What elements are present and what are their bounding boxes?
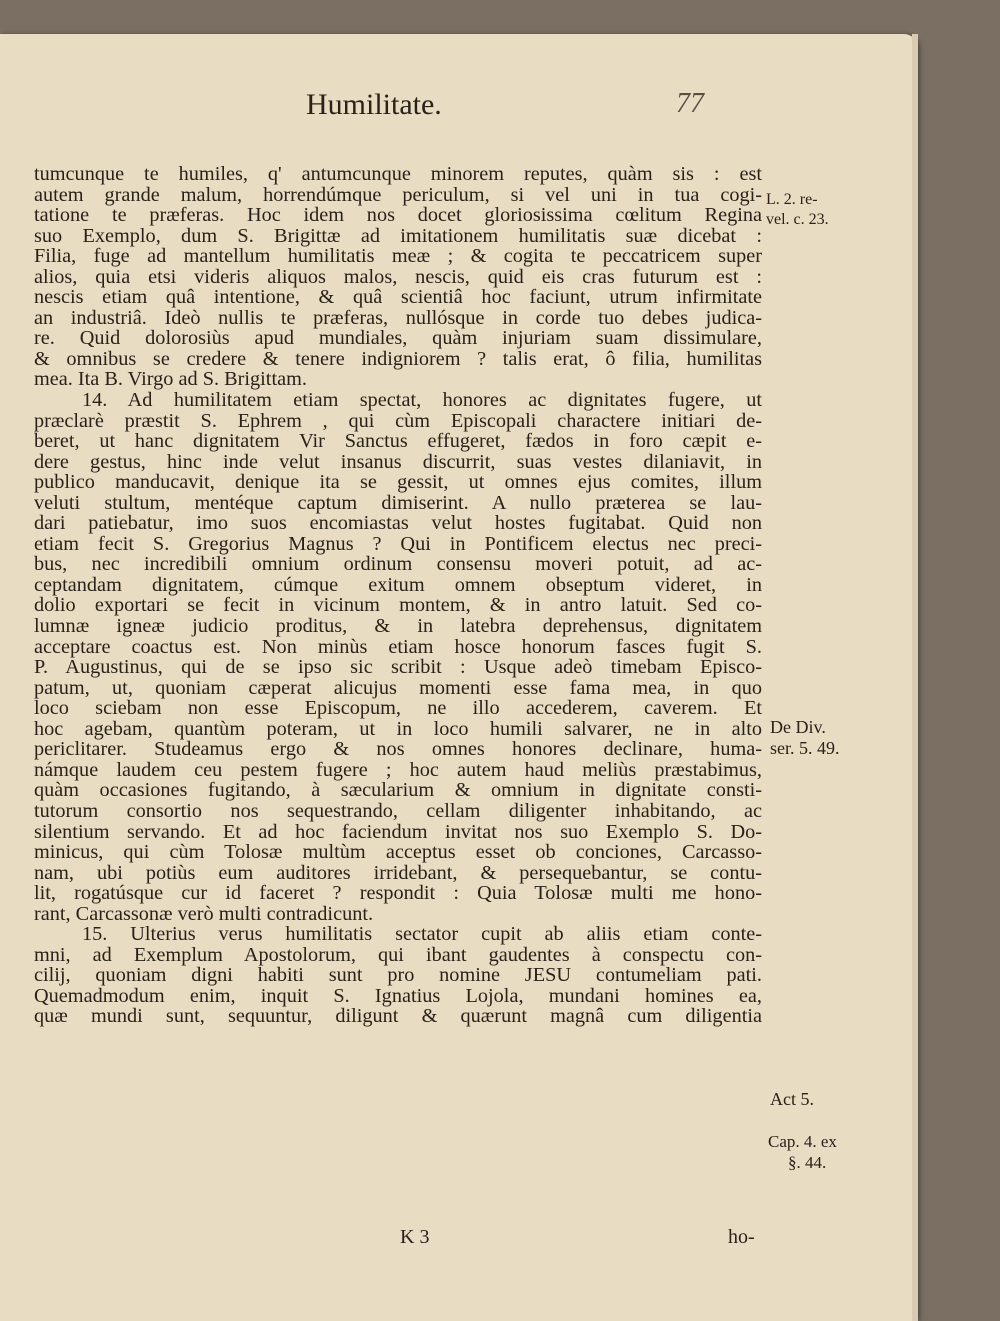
- margin-note-augustinus: [770, 717, 840, 759]
- text-line: alios, quia etsi videris aliquos malos, nescis, quid eis cras futurum est :: [34, 265, 762, 288]
- text-line: publico manducavit, denique ita se gessit, ut omnes ejus comites, illum: [34, 471, 762, 494]
- text-line: námque laudem ceu pestem fugere ; hoc autem haud meliùs præstabimus,: [34, 758, 762, 781]
- text-line: etiam fecit S. Gregorius Magnus ? Qui in Pontificem electus nec preci-: [34, 532, 762, 555]
- text-line: dari patiebatur, imo suos encomiastas velut hostes fugitabat. Quid non: [34, 512, 762, 535]
- margin-note-line: L. 2. re-: [766, 191, 818, 208]
- book-page: [0, 34, 918, 1321]
- text-line: suo Exemplo, dum S. Brigittæ ad imitationem humilitatis suæ dicebat :: [34, 224, 762, 247]
- text-line: mni, ad Exemplum Apostolorum, qui ibant gaudentes à conspectu con-: [34, 943, 762, 966]
- paragraph-start: 14. Ad humilitatem etiam spectat, honores ac dignitates fugere, ut: [82, 389, 762, 412]
- running-title: Humilitate.: [306, 88, 442, 121]
- page-number: 77: [676, 88, 704, 119]
- text-line: re. Quid dolorosiùs apud mundiales, quàm injuriam suam dissimulare,: [34, 327, 762, 350]
- margin-note-line: ser. 5. 49.: [770, 738, 840, 758]
- text-line: loco sciebam non esse Episcopum, ne illo accederem, caverem. Et: [34, 697, 762, 720]
- text-line: lit, rogatúsque cur id faceret ? respondit : Quia Tolosæ multi me hono-: [34, 882, 762, 905]
- margin-note-line: vel. c. 23.: [766, 211, 829, 228]
- margin-note-line: §. 44.: [788, 1153, 827, 1172]
- text-line: rant, Carcassonæ verò multi contradicunt.: [34, 902, 374, 925]
- text-line: acceptare coactus est. Non minùs etiam hosce honorum fasces fugit S.: [34, 635, 762, 658]
- text-line: lumnæ igneæ judicio proditus, & in latebra deprehensus, dignitatem: [34, 615, 762, 638]
- margin-note-brigitta: [766, 190, 829, 230]
- text-line: silentium servando. Et ad hoc faciendum invitat nos suo Exemplo S. Do-: [34, 820, 762, 843]
- text-line: beret, ut hanc dignitatem Vir Sanctus effugeret, fædos in foro cæpit e-: [34, 430, 762, 453]
- catchword: ho-: [728, 1226, 755, 1248]
- paragraph-start: 15. Ulterius verus humilitatis sectator cupit ab aliis etiam conte-: [82, 923, 762, 946]
- text-line: quàm occasiones fugitando, à sæcularium & omnium in dignitate consti-: [34, 779, 762, 802]
- text-line: hoc agebam, quantùm poteram, ut in loco humili salvarer, ne in alto: [34, 717, 762, 740]
- text-line: bus, nec incredibili omnium ordinum consensu moveri potuit, ad ac-: [34, 553, 762, 576]
- text-line: nam, ubi potiùs eum auditores irridebant, & persequebantur, se contu-: [34, 861, 762, 884]
- text-line: dere gestus, hinc inde velut insanus discurrit, suas vestes dilaniavit, in: [34, 450, 762, 473]
- text-line: patum, ut, quoniam cæperat alicujus momenti esse fama mea, in quo: [34, 676, 762, 699]
- text-line: periclitarer. Studeamus ergo & nos omnes honores declinare, huma-: [34, 738, 762, 761]
- margin-note-line: Cap. 4. ex: [768, 1132, 837, 1151]
- signature-mark: K 3: [400, 1226, 430, 1248]
- text-line: Quemadmodum enim, inquit S. Ignatius Lojola, mundani homines ea,: [34, 984, 762, 1007]
- margin-note-line: Act 5.: [770, 1089, 814, 1109]
- margin-note-line: De Div.: [770, 717, 826, 737]
- text-line: P. Augustinus, qui de se ipso sic scribit : Usque adeò timebam Episco-: [34, 656, 762, 679]
- margin-note-ignatius: [768, 1131, 837, 1173]
- text-line: veluti stultum, mentéque captum dimiserint. A nullo præterea se lau-: [34, 491, 762, 514]
- text-line: nescis etiam quâ intentione, & quâ scientiâ hoc faciunt, utrum infirmitate: [34, 286, 762, 309]
- text-line: Filia, fuge ad mantellum humilitatis meæ ; & cogita te peccatricem super: [34, 245, 762, 268]
- text-line: ceptandam dignitatem, cúmque exitum omnem obseptum videret, in: [34, 573, 762, 596]
- text-line: & omnibus se credere & tenere indigniorem ? talis erat, ô filia, humilitas: [34, 347, 762, 370]
- text-line: an industriâ. Ideò nullis te præferas, nullósque in corde tuo debes judica-: [34, 306, 762, 329]
- text-line: quæ mundi sunt, sequuntur, diligunt & quærunt magnâ cum diligentia: [34, 1005, 762, 1028]
- text-line: autem grande malum, horrendúmque periculum, si vel uni in tua cogi-: [34, 183, 762, 206]
- text-line: tatione te præferas. Hoc idem nos docet gloriosissima cœlitum Regina: [34, 204, 762, 227]
- text-line: cilij, quoniam digni habiti sunt pro nomine JESU contumeliam pati.: [34, 964, 762, 987]
- margin-note-acts: [770, 1089, 814, 1109]
- text-line: tumcunque te humiles, q' antumcunque minorem reputes, quàm sis : est: [34, 163, 762, 185]
- body-text: [34, 164, 762, 1027]
- text-line: dolio exportari se fecit in vicinum montem, & in antro latuit. Sed co-: [34, 594, 762, 617]
- text-line: mea. Ita B. Virgo ad S. Brigittam.: [34, 368, 307, 391]
- text-line: præclarè præstit S. Ephrem , qui cùm Episcopali charactere initiari de-: [34, 409, 762, 432]
- text-line: minicus, qui cùm Tolosæ multùm acceptus esset ob conciones, Carcasso-: [34, 841, 762, 864]
- text-line: tutorum consortio nos sequestrando, cellam diligenter inhabitando, ac: [34, 799, 762, 822]
